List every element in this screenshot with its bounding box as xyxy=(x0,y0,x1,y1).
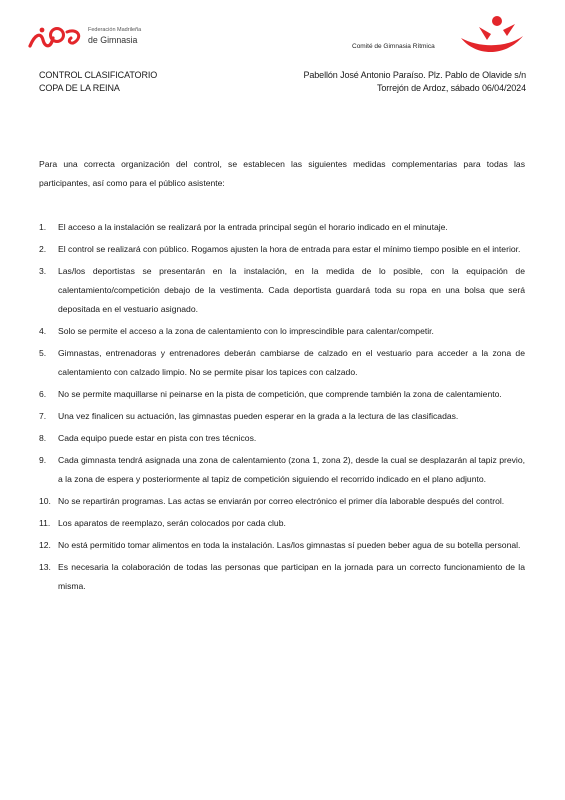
rule-text: No se permite maquillarse ni peinarse en la pista de competición, que comprende también la zona de calentamiento. xyxy=(58,389,502,399)
list-item xyxy=(39,344,525,382)
rule-number: 7. xyxy=(39,411,47,421)
rule-number: 13. xyxy=(39,562,51,572)
rule-text: Solo se permite el acceso a la zona de calentamiento con lo imprescindible para calentar/competir. xyxy=(58,326,434,336)
rules-list xyxy=(39,218,525,599)
list-item xyxy=(39,514,525,533)
committee-logo xyxy=(457,14,527,58)
event-title-block xyxy=(39,69,157,95)
rule-text: No está permitido tomar alimentos en toda la instalación. Las/los gimnastas sí pueden beber agua de su botella personal. xyxy=(58,540,521,550)
gymnast-swoosh-icon xyxy=(457,14,527,58)
event-title: CONTROL CLASIFICATORIO xyxy=(39,70,158,80)
fmg-logo-icon xyxy=(27,24,87,58)
rule-number: 9. xyxy=(39,455,47,465)
venue-date: Torrejón de Ardoz, sábado 06/04/2024 xyxy=(376,83,526,93)
fmg-logo xyxy=(27,24,147,58)
rule-text: Los aparatos de reemplazo, serán colocados por cada club. xyxy=(58,518,286,528)
rule-number: 6. xyxy=(39,389,47,399)
rule-text: No se repartirán programas. Las actas se enviarán por correo electrónico el primer día laborable después del control. xyxy=(58,496,505,506)
rule-text: El control se realizará con público. Rogamos ajusten la hora de entrada para estar el mínimo tiempo posible en el interior. xyxy=(58,244,521,254)
list-item xyxy=(39,492,525,511)
rule-number: 4. xyxy=(39,326,47,336)
federation-small-text: Federación Madrileña xyxy=(88,27,142,33)
intro-paragraph: Para una correcta organización del control, se establecen las siguientes medidas complementarias para todas las participantes, así como para el público asistente: xyxy=(39,158,525,188)
list-item xyxy=(39,407,525,426)
list-item xyxy=(39,322,525,341)
list-item xyxy=(39,558,525,596)
venue-address: Pabellón José Antonio Paraíso. Plz. Pablo de Olavide s/n xyxy=(303,70,526,80)
fmg-wordmark xyxy=(88,27,141,46)
rule-text: Cada equipo puede estar en pista con tres técnicos. xyxy=(58,433,257,443)
list-item xyxy=(39,218,525,237)
rule-text: El acceso a la instalación se realizará por la entrada principal según el horario indicado en el minutaje. xyxy=(58,222,448,232)
committee-name: Comité de Gimnasia Rítmica xyxy=(352,43,435,50)
rule-number: 1. xyxy=(39,222,47,232)
rule-text: Las/los deportistas se presentarán en la instalación, en la medida de lo posible, con la equipación de calentamiento/competición debajo de la vestimenta. Cada deportista guardará toda su ropa en una bolsa que será depositada en el vestuario asignado. xyxy=(58,266,525,314)
rule-text: Es necesaria la colaboración de todas las personas que participan en la jornada para un correcto funcionamiento de la misma. xyxy=(58,562,525,591)
rule-text: Una vez finalicen su actuación, las gimnastas pueden esperar en la grada a la lectura de las clasificadas. xyxy=(58,411,459,421)
list-item xyxy=(39,262,525,319)
list-item xyxy=(39,240,525,259)
list-item xyxy=(39,429,525,448)
rule-number: 8. xyxy=(39,433,47,443)
rule-text: Cada gimnasta tendrá asignada una zona de calentamiento (zona 1, zona 2), desde la cual se desplazarán al tapiz previo, a la zona de espera y posteriormente al tapiz de competición siguiendo el recorrido indicado en el plano adjunto. xyxy=(58,455,525,484)
rule-number: 11. xyxy=(39,518,51,528)
list-item xyxy=(39,451,525,489)
venue-block xyxy=(303,69,526,95)
rule-number: 2. xyxy=(39,244,47,254)
list-item xyxy=(39,385,525,404)
list-item xyxy=(39,536,525,555)
rule-number: 5. xyxy=(39,348,47,358)
rule-number: 12. xyxy=(39,540,51,550)
event-subtitle: COPA DE LA REINA xyxy=(39,83,120,93)
rule-text: Gimnastas, entrenadoras y entrenadores deberán cambiarse de calzado en el vestuario para acceder a la zona de calentamiento con calzado limpio. No se permite pisar los tapices con calzado. xyxy=(58,348,525,377)
rule-number: 10. xyxy=(39,496,51,506)
federation-big-text: de Gimnasia xyxy=(88,35,138,46)
rule-number: 3. xyxy=(39,266,47,276)
